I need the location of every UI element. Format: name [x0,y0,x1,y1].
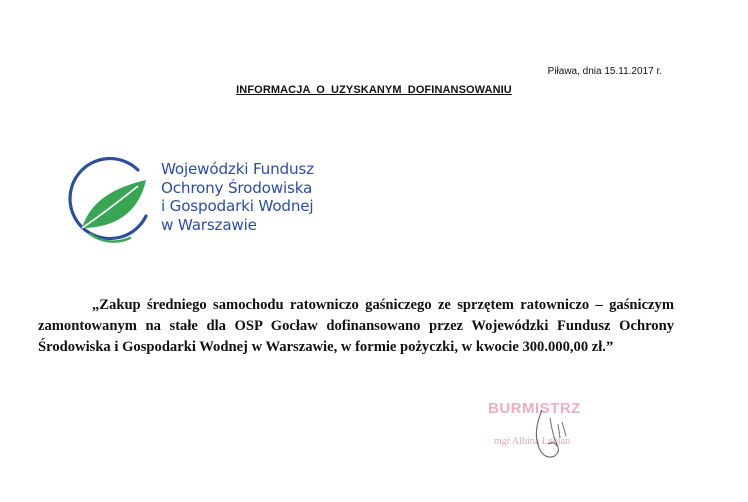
mayor-stamp [484,400,614,460]
logo-line: i Gospodarki Wodnej [161,197,314,215]
logo-line: Ochrony Środowiska [161,178,313,197]
wfosigw-logo [60,150,330,250]
document-title: INFORMACJA O UZYSKANYM DOFINANSOWANIU [236,84,512,96]
stamp-name: mgr Albina Łubian [494,436,571,447]
stamp-title: BURMISTRZ [488,400,581,417]
signature-icon [514,404,584,462]
logo-line: Wojewódzki Fundusz [161,160,314,178]
leaf-circle-icon [60,150,160,250]
logo-text [161,160,314,234]
document-date: Piława, dnia 15.11.2017 r. [547,66,662,77]
funding-statement: „Zakup średniego samochodu ratowniczo gaśniczego ze sprzętem ratowniczo – gaśniczym zamontowanym na stałe dla OSP Gocław dofinansowano przez Wojewódzki Fundusz Ochrony Środowiska i Gospodarki Wodnej w Warszawie, w formie pożyczki, w kwocie 300.000,00 zł.” [38,297,674,355]
logo-line: w Warszawie [161,215,257,234]
